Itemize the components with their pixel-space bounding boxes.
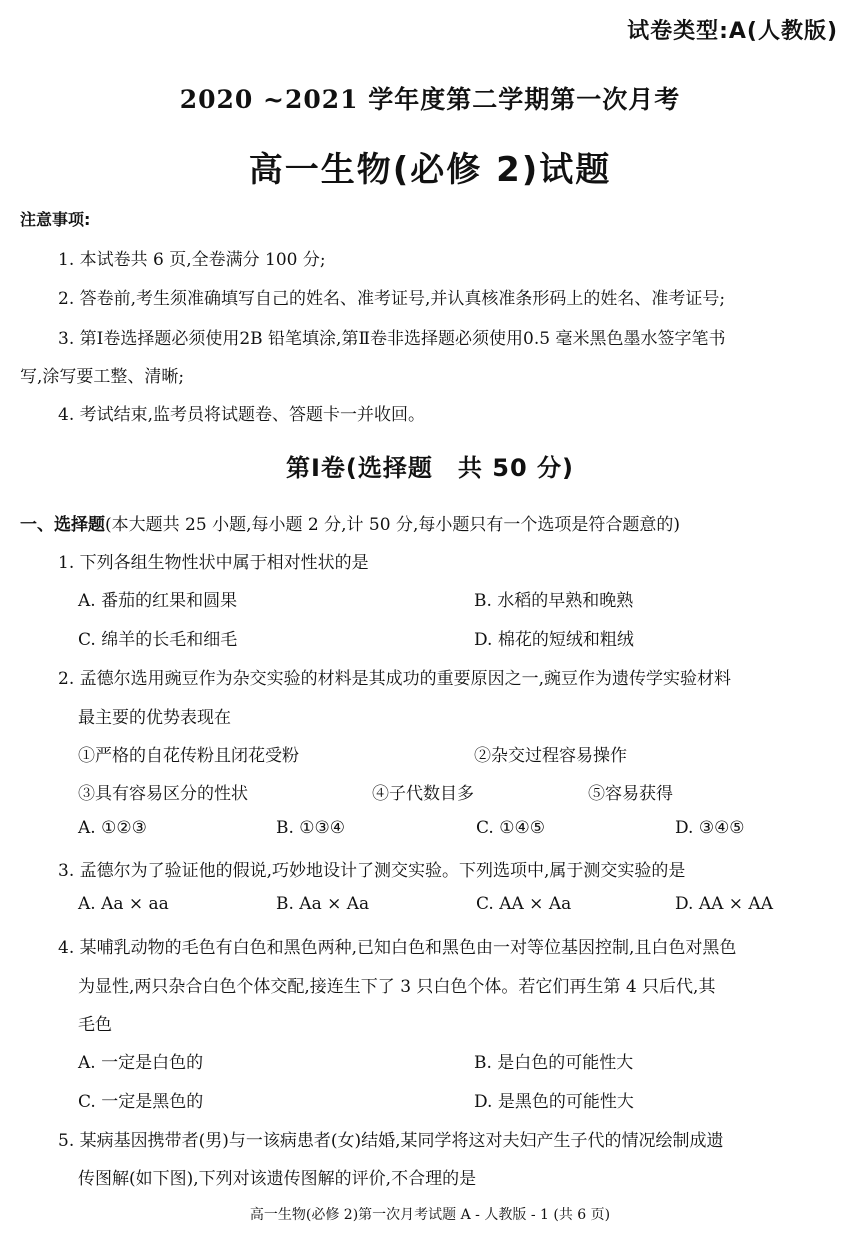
paper-type-label: 试卷类型:A(人教版)	[627, 19, 838, 44]
notice-item: 写,涂写要工整、清晰;	[20, 367, 185, 387]
option-d: D. 是黑色的可能性大	[474, 1092, 634, 1112]
question-stem: 毛色	[78, 1015, 112, 1035]
section-heading-bold: 一、选择题	[20, 515, 105, 535]
notice-heading: 注意事项:	[20, 210, 91, 229]
question-stem: 5. 某病基因携带者(男)与一该病患者(女)结婚,某同学将这对夫妇产生子代的情况绘制成遗	[58, 1131, 724, 1151]
option-c: C. ①④⑤	[476, 818, 545, 838]
question-stem: 4. 某哺乳动物的毛色有白色和黑色两种,已知白色和黑色由一对等位基因控制,且白色对黑色	[58, 938, 737, 958]
question-stem: 最主要的优势表现在	[78, 708, 231, 728]
section-heading-text: (本大题共 25 小题,每小题 2 分,计 50 分,每小题只有一个选项是符合题意的)	[105, 515, 680, 535]
option-d: D. 棉花的短绒和粗绒	[474, 630, 634, 650]
statement-3: ③具有容易区分的性状	[78, 784, 248, 804]
option-d: D. ③④⑤	[675, 818, 745, 838]
option-c: C. AA × Aa	[476, 894, 572, 914]
question-stem: 为显性,两只杂合白色个体交配,接连生下了 3 只白色个体。若它们再生第 4 只后代,其	[78, 977, 716, 997]
option-b: B. 是白色的可能性大	[474, 1053, 634, 1073]
option-b: B. ①③④	[276, 818, 346, 838]
exam-title: 2020 ~2021 学年度第二学期第一次月考	[179, 85, 681, 114]
page-footer: 高一生物(必修 2)第一次月考试题 A - 人教版 - 1 (共 6 页)	[249, 1207, 611, 1223]
subject-title: 高一生物(必修 2)试题	[248, 150, 612, 190]
statement-5: ⑤容易获得	[588, 784, 673, 804]
option-b: B. 水稻的早熟和晚熟	[474, 591, 634, 611]
option-c: C. 一定是黑色的	[78, 1092, 204, 1112]
section-heading	[20, 510, 680, 535]
notice-item: 4. 考试结束,监考员将试题卷、答题卡一并收回。	[58, 405, 426, 425]
notice-item: 1. 本试卷共 6 页,全卷满分 100 分;	[58, 250, 326, 270]
notice-item: 2. 答卷前,考生须准确填写自己的姓名、准考证号,并认真核准条形码上的姓名、准考证号;	[58, 289, 726, 309]
question-stem: 3. 孟德尔为了验证他的假说,巧妙地设计了测交实验。下列选项中,属于测交实验的是	[58, 861, 686, 881]
option-a: A. 一定是白色的	[78, 1053, 204, 1073]
section-title: 第Ⅰ卷(选择题 共 50 分)	[286, 454, 574, 482]
option-a: A. ①②③	[78, 818, 147, 838]
statement-1: ①严格的自花传粉且闭花受粉	[78, 746, 299, 766]
question-stem: 2. 孟德尔选用豌豆作为杂交实验的材料是其成功的重要原因之一,豌豆作为遗传学实验材料	[58, 669, 732, 689]
option-a: A. Aa × aa	[78, 894, 169, 914]
question-stem: 1. 下列各组生物性状中属于相对性状的是	[58, 553, 369, 573]
notice-item: 3. 第Ⅰ卷选择题必须使用2B 铅笔填涂,第Ⅱ卷非选择题必须使用0.5 毫米黑色墨水签字笔书	[58, 329, 726, 349]
option-d: D. AA × AA	[675, 894, 773, 914]
option-b: B. Aa × Aa	[276, 894, 370, 914]
option-c: C. 绵羊的长毛和细毛	[78, 630, 238, 650]
statement-2: ②杂交过程容易操作	[474, 746, 627, 766]
option-a: A. 番茄的红果和圆果	[78, 591, 238, 611]
question-stem: 传图解(如下图),下列对该遗传图解的评价,不合理的是	[78, 1169, 477, 1189]
statement-4: ④子代数目多	[372, 784, 474, 804]
